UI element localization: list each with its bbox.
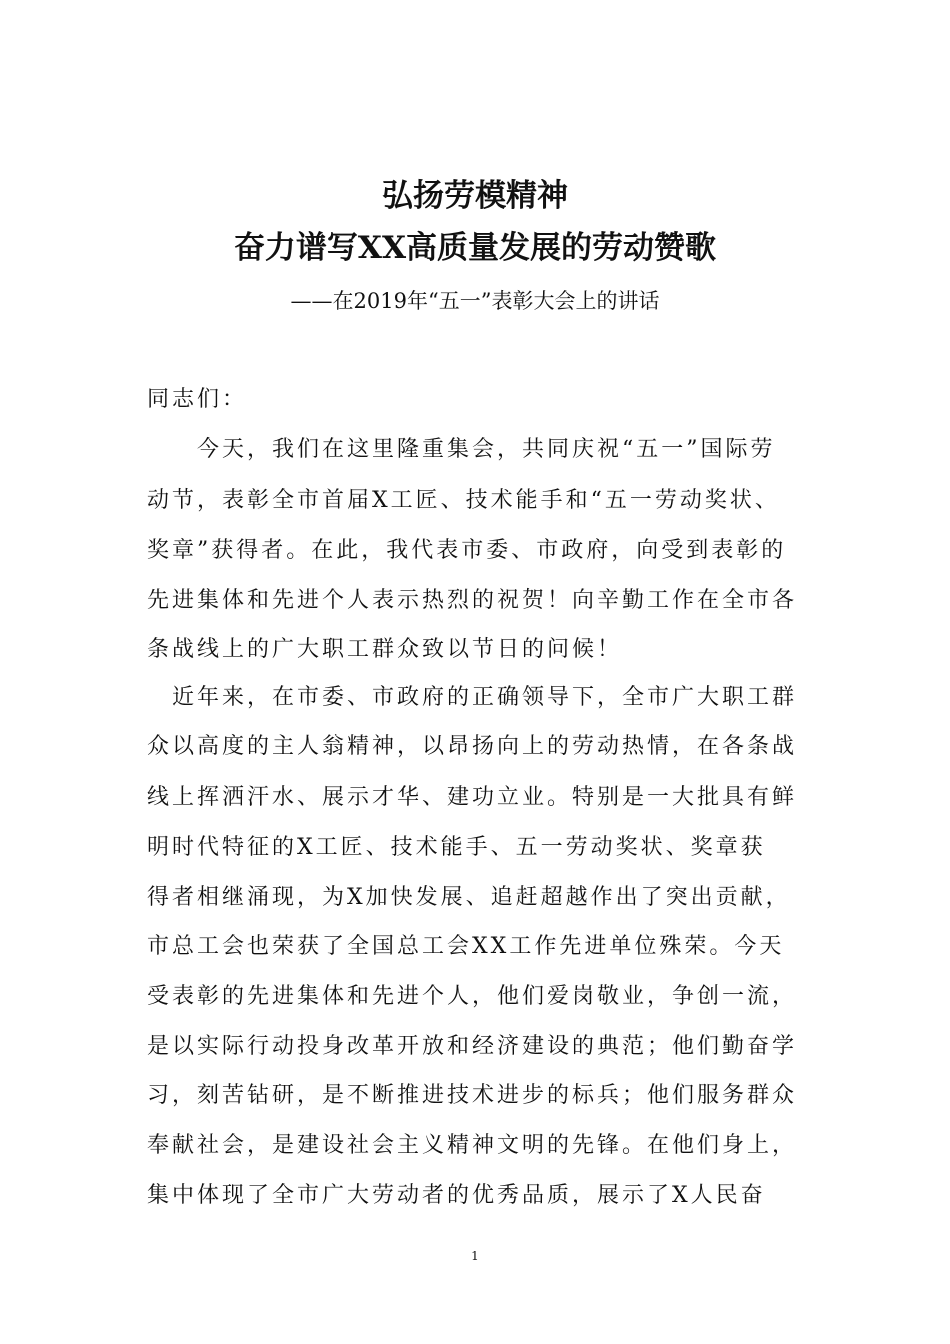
body-line: 动节，表彰全市首届X工匠、技术能手和“五一劳动奖状、 [147, 488, 780, 513]
body-line: 得者相继涌现，为X加快发展、追赶超越作出了突出贡献， [147, 885, 791, 910]
subtitle: ——在2019年“五一”表彰大会上的讲话 [290, 289, 660, 313]
body-line: 条战线上的广大职工群众致以节日的问候！ [147, 637, 623, 662]
title-line-2: 奋力谱写XX高质量发展的劳动赞歌 [233, 230, 717, 266]
body-line: 众以高度的主人翁精神，以昂扬向上的劳动热情，在各条战 [147, 734, 798, 759]
body-line: 是以实际行动投身改革开放和经济建设的典范；他们勤奋学 [147, 1034, 798, 1059]
body-line: 今天，我们在这里隆重集会，共同庆祝“五一”国际劳 [147, 437, 776, 462]
body-line: 先进集体和先进个人表示热烈的祝贺！向辛勤工作在全市各 [147, 588, 798, 613]
page-number: 1 [471, 1249, 479, 1263]
body-line: 集中体现了全市广大劳动者的优秀品质，展示了X人民奋 [147, 1183, 766, 1208]
title-line-1: 弘扬劳模精神 [382, 178, 568, 214]
body-line: 奖章”获得者。在此，我代表市委、市政府，向受到表彰的 [147, 538, 787, 563]
body-line: 习，刻苦钻研，是不断推进技术进步的标兵；他们服务群众 [147, 1083, 798, 1108]
body-line: 受表彰的先进集体和先进个人，他们爱岗敬业，争创一流， [147, 984, 798, 1009]
body-line: 近年来，在市委、市政府的正确领导下，全市广大职工群 [147, 685, 798, 710]
body-line: 明时代特征的X工匠、技术能手、五一劳动奖状、奖章获 [147, 835, 766, 860]
body-line: 线上挥洒汗水、展示才华、建功立业。特别是一大批具有鲜 [147, 785, 798, 810]
body-line: 奉献社会，是建设社会主义精神文明的先锋。在他们身上， [147, 1133, 798, 1158]
body-line: 市总工会也荣获了全国总工会XX工作先进单位殊荣。今天 [147, 934, 785, 959]
salutation-line: 同志们： [147, 387, 248, 412]
